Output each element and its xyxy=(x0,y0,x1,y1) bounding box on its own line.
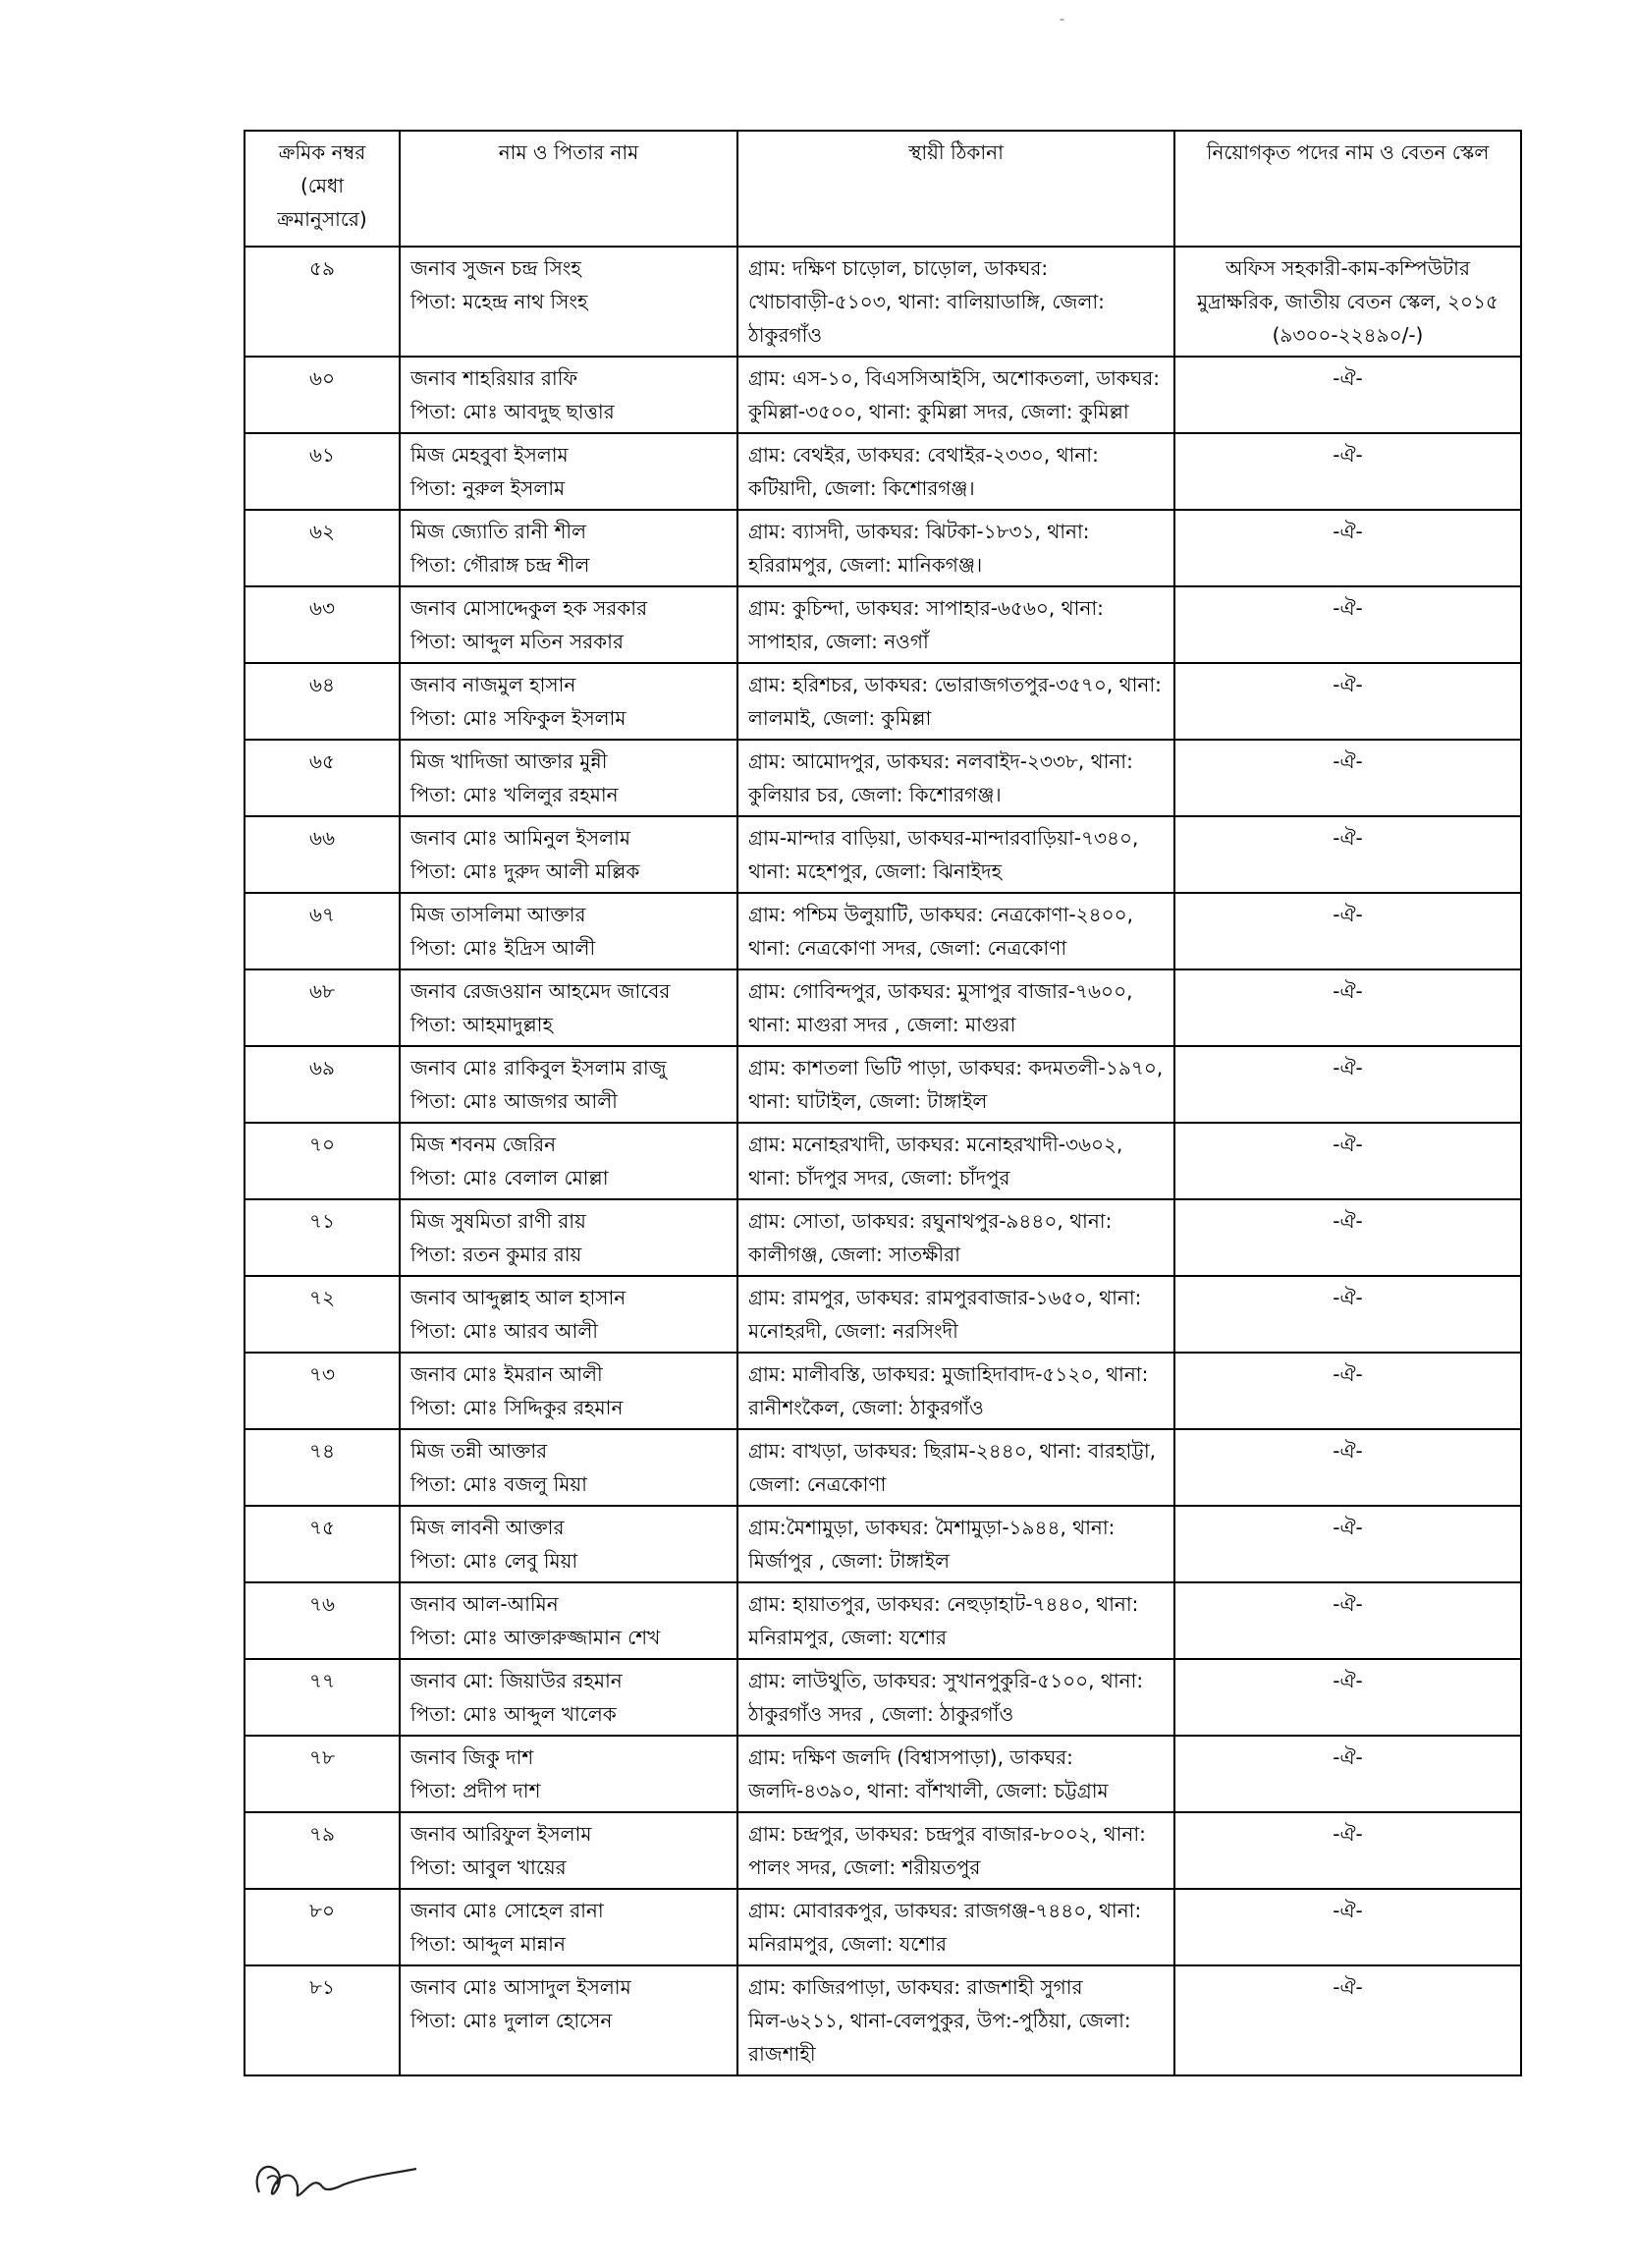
permanent-address: গ্রাম:মৈশামুড়া, ডাকঘর: মৈশামুড়া-১৯৪৪, থানা: মির্জাপুর , জেলা: টাঙ্গাইল xyxy=(737,1506,1174,1582)
father-name: পিতা: আব্দুল মান্নান xyxy=(410,1932,566,1956)
name-cell xyxy=(400,433,737,510)
father-name: পিতা: নুরুল ইসলাম xyxy=(410,476,566,500)
father-name: পিতা: মোঃ বজলু মিয়া xyxy=(410,1472,587,1496)
father-name: পিতা: মোঃ আবদুছ ছাত্তার xyxy=(410,400,615,423)
table-row xyxy=(245,1123,1521,1199)
serial-number: ৭৩ xyxy=(245,1353,400,1429)
name-cell xyxy=(400,1582,737,1659)
candidate-name: জনাব সুজন চন্দ্র সিংহ xyxy=(410,256,581,280)
post-and-pay-scale: -ঐ- xyxy=(1174,1506,1521,1582)
name-cell xyxy=(400,1276,737,1353)
serial-number: ৬২ xyxy=(245,510,400,586)
permanent-address: গ্রাম: মোবারকপুর, ডাকঘর: রাজগঞ্জ-৭৪৪০, থানা: মনিরামপুর, জেলা: যশোর xyxy=(737,1889,1174,1965)
name-cell xyxy=(400,247,737,357)
candidate-name: জনাব মোসাদ্দেকুল হক সরকার xyxy=(410,596,648,620)
table-row xyxy=(245,1429,1521,1506)
table-row xyxy=(245,816,1521,893)
name-cell xyxy=(400,1889,737,1965)
name-cell xyxy=(400,1812,737,1889)
table-row xyxy=(245,1199,1521,1276)
serial-number: ৮১ xyxy=(245,1965,400,2075)
post-and-pay-scale: -ঐ- xyxy=(1174,1123,1521,1199)
candidate-name: জনাব মোঃ ইমরান আলী xyxy=(410,1362,603,1386)
father-name: পিতা: মোঃ দুলাল হোসেন xyxy=(410,2009,613,2032)
permanent-address: গ্রাম: কাজিরপাড়া, ডাকঘর: রাজশাহী সুগার মিল-৬২১১, থানা-বেলপুকুর, উপ:-পুঠিয়া, জেলা: রাজশাহী xyxy=(737,1965,1174,2075)
serial-number: ৭২ xyxy=(245,1276,400,1353)
name-cell xyxy=(400,510,737,586)
father-name: পিতা: মোঃ আক্তারুজ্জামান শেখ xyxy=(410,1626,661,1649)
name-cell xyxy=(400,740,737,816)
father-name: পিতা: রতন কুমার রায় xyxy=(410,1243,582,1266)
permanent-address: গ্রাম: সোতা, ডাকঘর: রঘুনাথপুর-৯৪৪০, থানা: কালীগঞ্জ, জেলা: সাতক্ষীরা xyxy=(737,1199,1174,1276)
name-cell xyxy=(400,1965,737,2075)
post-and-pay-scale: -ঐ- xyxy=(1174,740,1521,816)
serial-number: ৬৪ xyxy=(245,663,400,740)
candidate-name: জনাব মো: জিয়াউর রহমান xyxy=(410,1669,623,1692)
serial-number: ৬৫ xyxy=(245,740,400,816)
father-name: পিতা: মোঃ লেবু মিয়া xyxy=(410,1549,578,1573)
serial-number: ৬৯ xyxy=(245,1046,400,1123)
father-name: পিতা: মোঃ সফিকুল ইসলাম xyxy=(410,706,626,730)
candidate-name: জনাব নাজমুল হাসান xyxy=(410,673,576,696)
table-row xyxy=(245,1889,1521,1965)
post-and-pay-scale: -ঐ- xyxy=(1174,1046,1521,1123)
serial-number: ৮০ xyxy=(245,1889,400,1965)
name-cell xyxy=(400,663,737,740)
post-and-pay-scale: -ঐ- xyxy=(1174,1582,1521,1659)
name-cell xyxy=(400,1506,737,1582)
permanent-address: গ্রাম: লাউথুতি, ডাকঘর: সুখানপুকুরি-৫১০০, থানা: ঠাকুরগাঁও সদর , জেলা: ঠাকুরগাঁও xyxy=(737,1659,1174,1736)
name-cell xyxy=(400,1736,737,1812)
candidate-name: মিজ তন্নী আক্তার xyxy=(410,1439,548,1463)
permanent-address: গ্রাম: কাশতলা ভিটি পাড়া, ডাকঘর: কদমতলী-১৯৭০, থানা: ঘাটাইল, জেলা: টাঙ্গাইল xyxy=(737,1046,1174,1123)
father-name: পিতা: আবুল খায়ের xyxy=(410,1855,567,1879)
serial-number: ৭৬ xyxy=(245,1582,400,1659)
permanent-address: গ্রাম: বেথইর, ডাকঘর: বেথাইর-২৩৩০, থানা: কটিয়াদী, জেলা: কিশোরগঞ্জ। xyxy=(737,433,1174,510)
father-name: পিতা: গৌরাঙ্গ চন্দ্র শীল xyxy=(410,553,590,577)
post-and-pay-scale: -ঐ- xyxy=(1174,510,1521,586)
table-row xyxy=(245,247,1521,357)
father-name: পিতা: মোঃ আরব আলী xyxy=(410,1319,599,1343)
table-row xyxy=(245,510,1521,586)
post-and-pay-scale: -ঐ- xyxy=(1174,586,1521,663)
permanent-address: গ্রাম: মালীবস্তি, ডাকঘর: মুজাহিদাবাদ-৫১২০, থানা: রানীশংকৈল, জেলা: ঠাকুরগাঁও xyxy=(737,1353,1174,1429)
permanent-address: গ্রাম: আমোদপুর, ডাকঘর: নলবাইদ-২৩৩৮, থানা: কুলিয়ার চর, জেলা: কিশোরগঞ্জ। xyxy=(737,740,1174,816)
name-cell xyxy=(400,969,737,1046)
permanent-address: গ্রাম: মনোহরখাদী, ডাকঘর: মনোহরখাদী-৩৬০২, থানা: চাঁদপুর সদর, জেলা: চাঁদপুর xyxy=(737,1123,1174,1199)
post-and-pay-scale: -ঐ- xyxy=(1174,816,1521,893)
table-row xyxy=(245,1506,1521,1582)
name-cell xyxy=(400,1046,737,1123)
serial-number: ৭৯ xyxy=(245,1812,400,1889)
father-name: পিতা: মোঃ সিদ্দিকুর রহমান xyxy=(410,1396,624,1419)
father-name: পিতা: মোঃ ইদ্রিস আলী xyxy=(410,936,596,960)
candidate-name: জনাব শাহরিয়ার রাফি xyxy=(410,366,578,390)
table-header-row xyxy=(245,131,1521,247)
permanent-address: গ্রাম-মান্দার বাড়িয়া, ডাকঘর-মান্দারবাড়িয়া-৭৩৪০, থানা: মহেশপুর, জেলা: ঝিনাইদহ xyxy=(737,816,1174,893)
header-post: নিয়োগকৃত পদের নাম ও বেতন স্কেল xyxy=(1174,131,1521,247)
serial-number: ৭০ xyxy=(245,1123,400,1199)
post-and-pay-scale: -ঐ- xyxy=(1174,357,1521,433)
candidate-name: জনাব মোঃ আসাদুল ইসলাম xyxy=(410,1975,631,1999)
permanent-address: গ্রাম: পশ্চিম উলুয়াটি, ডাকঘর: নেত্রকোণা-২৪০০, থানা: নেত্রকোণা সদর, জেলা: নেত্রকোণা xyxy=(737,893,1174,969)
table-row xyxy=(245,433,1521,510)
candidate-name: মিজ লাবনী আক্তার xyxy=(410,1516,565,1539)
post-and-pay-scale: -ঐ- xyxy=(1174,1736,1521,1812)
name-cell xyxy=(400,1353,737,1429)
serial-number: ৬৩ xyxy=(245,586,400,663)
table-row xyxy=(245,586,1521,663)
table-row xyxy=(245,740,1521,816)
serial-number: ৫৯ xyxy=(245,247,400,357)
serial-number: ৬৬ xyxy=(245,816,400,893)
name-cell xyxy=(400,893,737,969)
candidate-name: মিজ সুষমিতা রাণী রায় xyxy=(410,1209,586,1233)
candidate-name: জনাব আব্দুল্লাহ আল হাসান xyxy=(410,1286,626,1309)
candidate-name: জনাব মোঃ রাকিবুল ইসলাম রাজু xyxy=(410,1056,667,1079)
permanent-address: গ্রাম: দক্ষিণ চাড়োল, চাড়োল, ডাকঘর: খোচাবাড়ী-৫১০৩, থানা: বালিয়াডাঙ্গি, জেলা: ঠাকুরগাঁও xyxy=(737,247,1174,357)
post-and-pay-scale: -ঐ- xyxy=(1174,1276,1521,1353)
father-name: পিতা: আব্দুল মতিন সরকার xyxy=(410,630,624,653)
permanent-address: গ্রাম: চন্দ্রপুর, ডাকঘর: চন্দ্রপুর বাজার-৮০০২, থানা: পালং সদর, জেলা: শরীয়তপুর xyxy=(737,1812,1174,1889)
scan-dot: ˉ xyxy=(1059,18,1065,33)
candidate-name: জনাব রেজওয়ান আহমেদ জাবের xyxy=(410,979,671,1003)
table-row xyxy=(245,663,1521,740)
post-and-pay-scale: -ঐ- xyxy=(1174,1353,1521,1429)
candidate-name: জনাব জিকু দাশ xyxy=(410,1745,534,1769)
serial-number: ৬০ xyxy=(245,357,400,433)
post-and-pay-scale: অফিস সহকারী-কাম-কম্পিউটার মুদ্রাক্ষরিক, জাতীয় বেতন স্কেল, ২০১৫ (৯৩০০-২২৪৯০/-) xyxy=(1174,247,1521,357)
permanent-address: গ্রাম: হরিশচর, ডাকঘর: ভোরাজগতপুর-৩৫৭০, থানা: লালমাই, জেলা: কুমিল্লা xyxy=(737,663,1174,740)
header-serial: ক্রমিক নম্বর (মেধা ক্রমানুসারে) xyxy=(245,131,400,247)
table-row xyxy=(245,1582,1521,1659)
candidate-name: জনাব মোঃ আমিনুল ইসলাম xyxy=(410,826,630,850)
permanent-address: গ্রাম: দক্ষিণ জলদি (বিশ্বাসপাড়া), ডাকঘর: জলদি-৪৩৯০, থানা: বাঁশখালী, জেলা: চট্টগ্রাম xyxy=(737,1736,1174,1812)
serial-number: ৭৮ xyxy=(245,1736,400,1812)
father-name: পিতা: মোঃ আব্দুল খালেক xyxy=(410,1702,617,1726)
appointment-list-table xyxy=(244,130,1522,2076)
serial-number: ৬৭ xyxy=(245,893,400,969)
post-and-pay-scale: -ঐ- xyxy=(1174,663,1521,740)
header-address: স্থায়ী ঠিকানা xyxy=(737,131,1174,247)
permanent-address: গ্রাম: রামপুর, ডাকঘর: রামপুরবাজার-১৬৫০, থানা: মনোহরদী, জেলা: নরসিংদী xyxy=(737,1276,1174,1353)
table-row xyxy=(245,1353,1521,1429)
post-and-pay-scale: -ঐ- xyxy=(1174,1812,1521,1889)
post-and-pay-scale: -ঐ- xyxy=(1174,1889,1521,1965)
serial-number: ৭৫ xyxy=(245,1506,400,1582)
table-row xyxy=(245,893,1521,969)
name-cell xyxy=(400,586,737,663)
father-name: পিতা: মোঃ বেলাল মোল্লা xyxy=(410,1166,609,1189)
serial-number: ৭১ xyxy=(245,1199,400,1276)
header-name: নাম ও পিতার নাম xyxy=(400,131,737,247)
table-row xyxy=(245,1659,1521,1736)
signature-mark xyxy=(247,2149,424,2218)
candidate-name: জনাব আরিফুল ইসলাম xyxy=(410,1822,592,1846)
father-name: পিতা: মোঃ আজগর আলী xyxy=(410,1089,618,1113)
table-row xyxy=(245,1276,1521,1353)
name-cell xyxy=(400,816,737,893)
permanent-address: গ্রাম: বাখড়া, ডাকঘর: ছিরাম-২৪৪০, থানা: বারহাট্টা, জেলা: নেত্রকোণা xyxy=(737,1429,1174,1506)
post-and-pay-scale: -ঐ- xyxy=(1174,969,1521,1046)
candidate-name: জনাব আল-আমিন xyxy=(410,1592,559,1616)
table-row xyxy=(245,1965,1521,2075)
name-cell xyxy=(400,357,737,433)
post-and-pay-scale: -ঐ- xyxy=(1174,893,1521,969)
table-row xyxy=(245,1812,1521,1889)
serial-number: ৬১ xyxy=(245,433,400,510)
father-name: পিতা: আহমাদুল্লাহ xyxy=(410,1013,553,1036)
table-row xyxy=(245,1736,1521,1812)
permanent-address: গ্রাম: ব্যাসদী, ডাকঘর: ঝিটকা-১৮৩১, থানা: হরিরামপুর, জেলা: মানিকগঞ্জ। xyxy=(737,510,1174,586)
serial-number: ৭৪ xyxy=(245,1429,400,1506)
father-name: পিতা: মহেন্দ্র নাথ সিংহ xyxy=(410,290,588,313)
table-row xyxy=(245,1046,1521,1123)
candidate-name: মিজ তাসলিমা আক্তার xyxy=(410,903,586,926)
name-cell xyxy=(400,1659,737,1736)
permanent-address: গ্রাম: কুচিন্দা, ডাকঘর: সাপাহার-৬৫৬০, থানা: সাপাহার, জেলা: নওগাঁ xyxy=(737,586,1174,663)
name-cell xyxy=(400,1429,737,1506)
candidate-name: জনাব মোঃ সোহেল রানা xyxy=(410,1899,604,1922)
name-cell xyxy=(400,1199,737,1276)
serial-number: ৬৮ xyxy=(245,969,400,1046)
permanent-address: গ্রাম: হায়াতপুর, ডাকঘর: নেহুড়াহাট-৭৪৪০, থানা: মনিরামপুর, জেলা: যশোর xyxy=(737,1582,1174,1659)
table-row xyxy=(245,357,1521,433)
candidate-name: মিজ খাদিজা আক্তার মুন্নী xyxy=(410,749,608,773)
table-row xyxy=(245,969,1521,1046)
name-cell xyxy=(400,1123,737,1199)
father-name: পিতা: প্রদীপ দাশ xyxy=(410,1779,541,1802)
candidate-name: মিজ মেহবুবা ইসলাম xyxy=(410,443,569,467)
post-and-pay-scale: -ঐ- xyxy=(1174,1965,1521,2075)
permanent-address: গ্রাম: গোবিন্দপুর, ডাকঘর: মুসাপুর বাজার-৭৬০০, থানা: মাগুরা সদর , জেলা: মাগুরা xyxy=(737,969,1174,1046)
post-and-pay-scale: -ঐ- xyxy=(1174,1659,1521,1736)
post-and-pay-scale: -ঐ- xyxy=(1174,1429,1521,1506)
candidate-name: মিজ শবনম জেরিন xyxy=(410,1133,557,1156)
father-name: পিতা: মোঃ দুরুদ আলী মল্লিক xyxy=(410,859,640,883)
candidate-name: মিজ জ্যোতি রানী শীল xyxy=(410,520,587,543)
father-name: পিতা: মোঃ খলিলুর রহমান xyxy=(410,783,619,806)
permanent-address: গ্রাম: এস-১০, বিএসসিআইসি, অশোকতলা, ডাকঘর: কুমিল্লা-৩৫০০, থানা: কুমিল্লা সদর, জেলা: কুমিল্লা xyxy=(737,357,1174,433)
post-and-pay-scale: -ঐ- xyxy=(1174,433,1521,510)
post-and-pay-scale: -ঐ- xyxy=(1174,1199,1521,1276)
serial-number: ৭৭ xyxy=(245,1659,400,1736)
